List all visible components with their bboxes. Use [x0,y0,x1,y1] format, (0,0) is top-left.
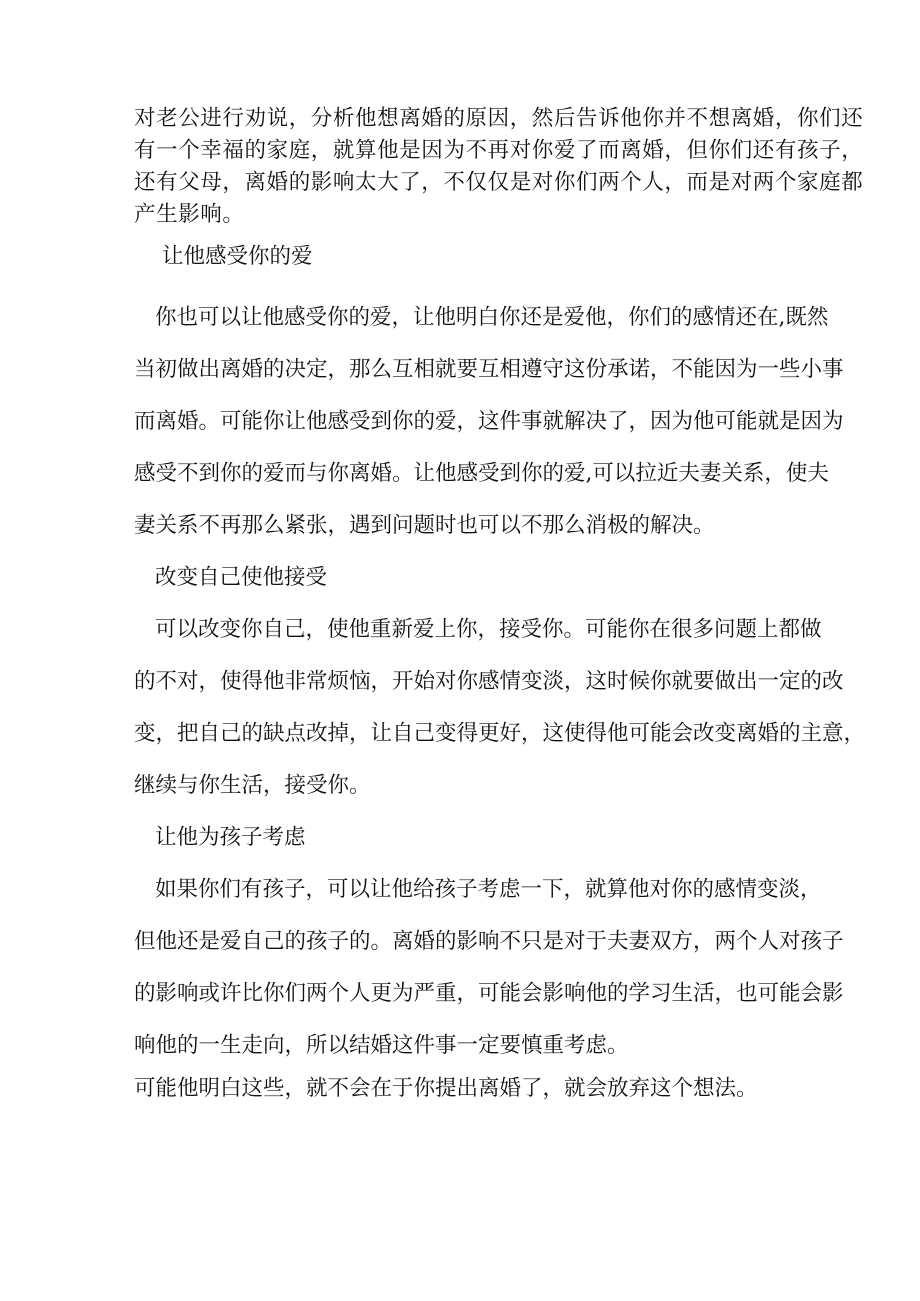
paragraph-4-line-3: 的影响或许比你们两个人更为严重，可能会影响他的学习生活，也可能会影 [134,981,844,1006]
paragraph-1-line-2: 有一个幸福的家庭，就算他是因为不再对你爱了而离婚，但你们还有孩子， [134,138,864,163]
paragraph-3-line-1: 可以改变你自己，使他重新爱上你，接受你。可能你在很多问题上都做 [155,617,822,642]
paragraph-1-line-3: 还有父母，离婚的影响太大了，不仅仅是对你们两个人，而是对两个家庭都 [134,170,864,195]
paragraph-3-line-3: 变，把自己的缺点改掉，让自己变得更好，这使得他可能会改变离婚的主意， [134,721,866,746]
section-heading-3: 让他为孩子考虑 [155,825,306,850]
section-heading-1: 让他感受你的爱 [162,244,313,269]
paragraph-2-line-2: 当初做出离婚的决定，那么互相就要互相遵守这份承诺，不能因为一些小事 [134,357,844,382]
paragraph-4-line-1: 如果你们有孩子，可以让他给孩子考虑一下，就算他对你的感情变淡， [155,877,822,902]
paragraph-4-line-2: 但他还是爱自己的孩子的。离婚的影响不只是对于夫妻双方，两个人对孩子 [134,929,844,954]
paragraph-2-line-4: 感受不到你的爱而与你离婚。让他感受到你的爱,可以拉近夫妻关系，使夫 [134,461,829,486]
paragraph-3-line-2: 的不对，使得他非常烦恼，开始对你感情变淡，这时候你就要做出一定的改 [134,669,844,694]
paragraph-2-line-1: 你也可以让他感受你的爱，让他明白你还是爱他，你们的感情还在,既然 [155,305,829,330]
paragraph-3-line-4: 继续与你生活，接受你。 [134,773,371,798]
paragraph-1-line-4: 产生影响。 [134,202,245,227]
section-heading-2: 改变自己使他接受 [155,565,328,590]
paragraph-4-line-4: 响他的一生走向，所以结婚这件事一定要慎重考虑。 [134,1033,629,1058]
paragraph-2-line-5: 妻关系不再那么紧张，遇到问题时也可以不那么消极的解决。 [134,513,715,538]
closing-line: 可能他明白这些，就不会在于你提出离婚了，就会放弃这个想法。 [134,1076,758,1101]
paragraph-1-line-1: 对老公进行劝说，分析他想离婚的原因，然后告诉他你并不想离婚，你们还 [134,106,864,131]
paragraph-2-line-3: 而离婚。可能你让他感受到你的爱，这件事就解决了，因为他可能就是因为 [134,409,844,434]
